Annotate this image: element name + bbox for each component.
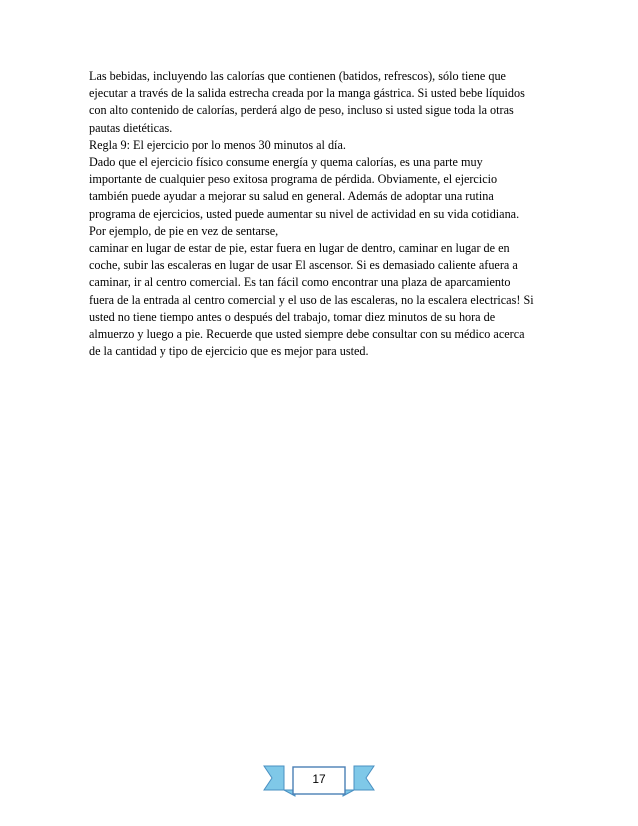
text-line: caminar, ir al centro comercial. Es tan fácil como encontrar una plaza de aparcamiento	[89, 275, 511, 290]
text-line: también puede ayudar a mejorar su salud en general. Además de adoptar una rutina	[89, 189, 494, 204]
body-text	[89, 68, 564, 360]
text-line: de la cantidad y tipo de ejercicio que es mejor para usted.	[89, 344, 369, 359]
text-line: Por ejemplo, de pie en vez de sentarse,	[89, 223, 279, 238]
text-line: coche, subir las escaleras en lugar de usar El ascensor. Si es demasiado caliente afuera a	[89, 258, 518, 273]
text-line: pautas dietéticas.	[89, 120, 173, 135]
text-line: ejecutar a través de la salida estrecha creada por la manga gástrica. Si usted bebe líquidos	[89, 86, 525, 101]
text-line: programa de ejercicios, usted puede aumentar su nivel de actividad en su vida cotidiana.	[89, 206, 520, 221]
page-number: 17	[312, 772, 326, 786]
text-line: fuera de la entrada al centro comercial y el uso de las escaleras, no la escalera electricas! Si	[89, 292, 534, 307]
text-line: almuerzo y luego a pie. Recuerde que usted siempre debe consultar con su médico acerca	[89, 327, 525, 342]
text-line: Las bebidas, incluyendo las calorías que contienen (batidos, refrescos), sólo tiene que	[89, 69, 506, 83]
text-line: con alto contenido de calorías, perderá algo de peso, incluso si usted sigue toda la otras	[89, 103, 514, 118]
page-number-footer	[262, 758, 376, 802]
text-line: importante de cualquier peso exitosa programa de pérdida. Obviamente, el ejercicio	[89, 172, 498, 187]
rule-heading: Regla 9: El ejercicio por lo menos 30 minutos al día.	[89, 137, 346, 152]
text-line: Dado que el ejercicio físico consume energía y quema calorías, es una parte muy	[89, 155, 483, 170]
text-line: usted no tiene tiempo antes o después del trabajo, tomar diez minutos de su hora de	[89, 309, 496, 324]
text-line: caminar en lugar de estar de pie, estar fuera en lugar de dentro, caminar en lugar de en	[89, 241, 510, 256]
